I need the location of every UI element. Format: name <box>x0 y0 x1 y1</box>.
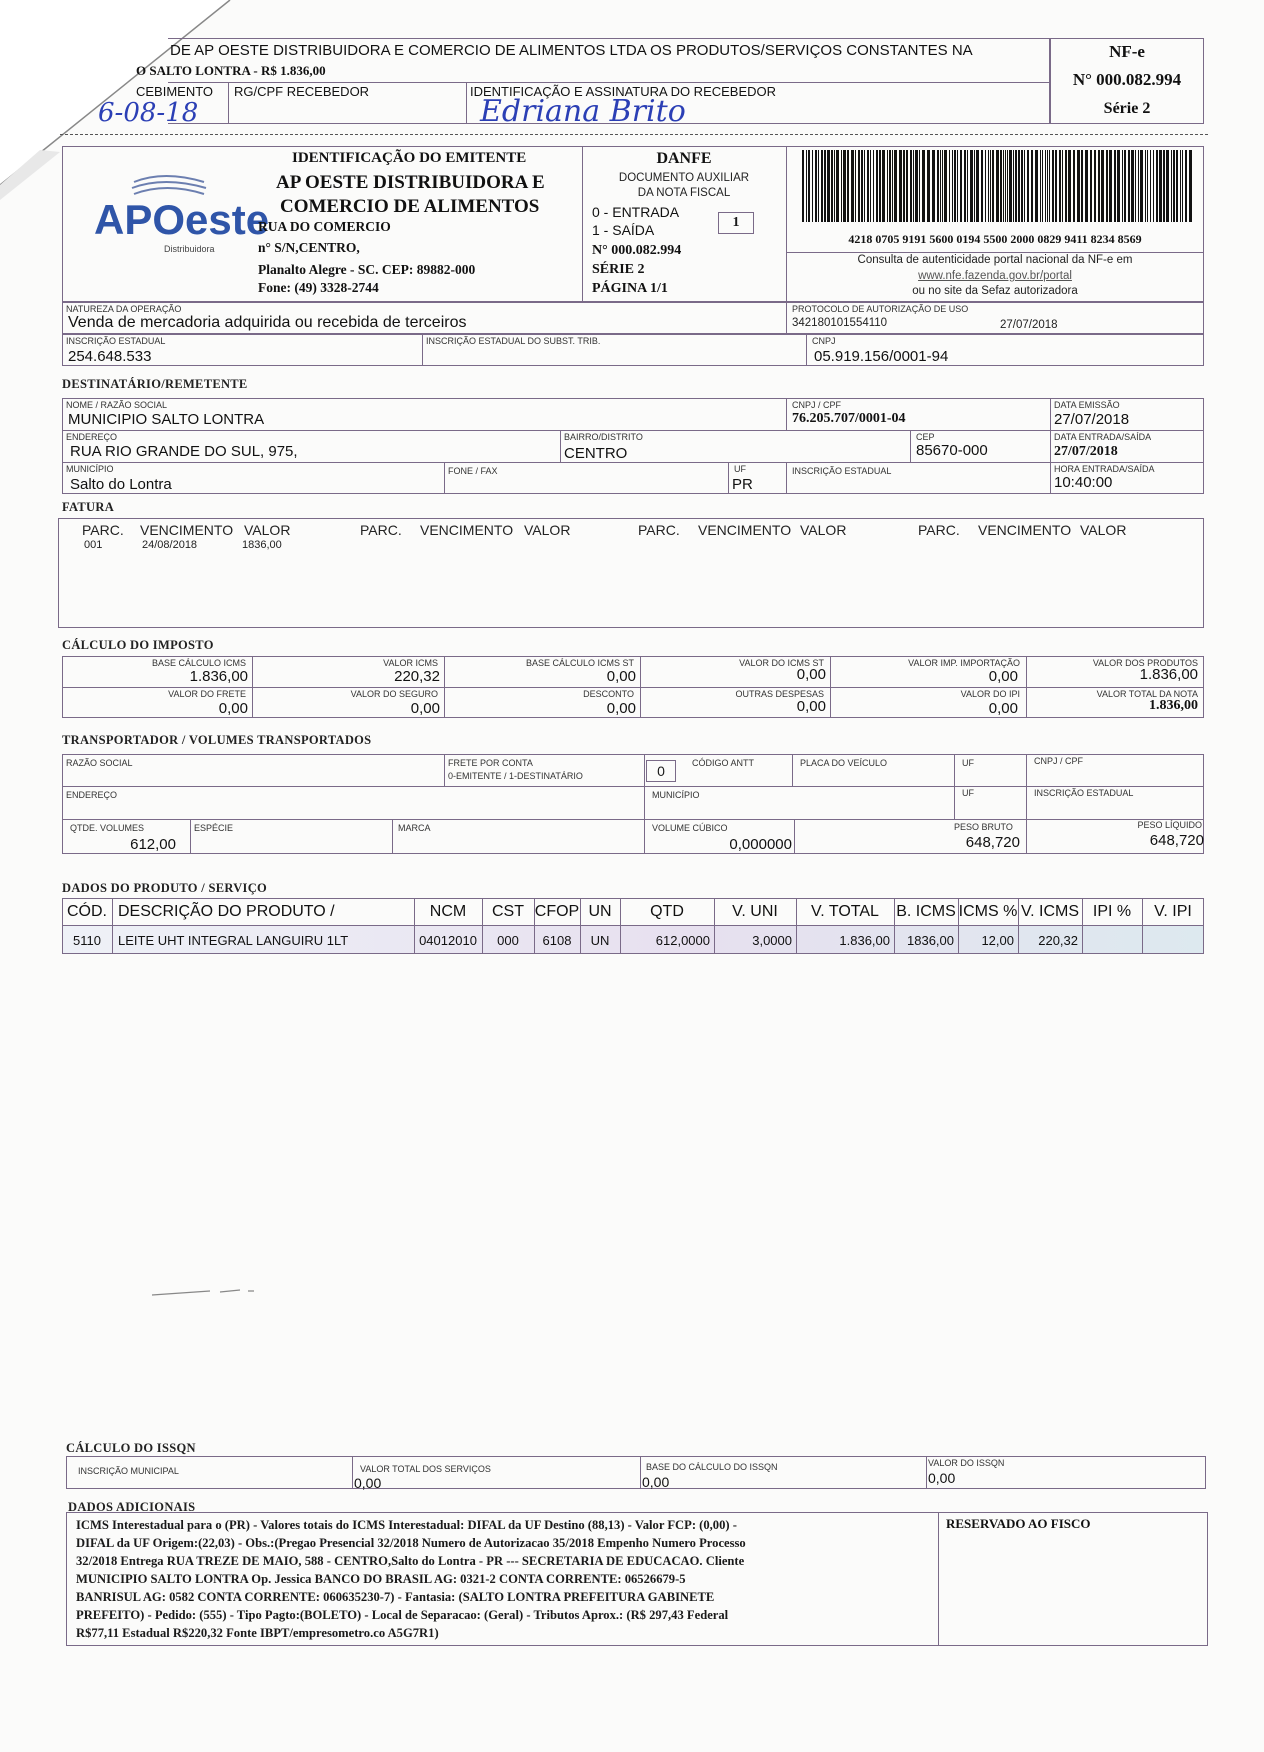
inscricao-box <box>62 334 1204 366</box>
adicionais-line: MUNICIPIO SALTO LONTRA Op. Jessica BANCO DO BRASIL AG: 0321-2 CONTA CORRENTE: 06526679-5 <box>76 1572 686 1586</box>
dest-emissao-label: DATA EMISSÃO <box>1054 400 1120 410</box>
tr-marca-label: MARCA <box>398 823 431 833</box>
tr-especie-label: ESPÉCIE <box>194 823 234 833</box>
imp-outras: 0,00 <box>796 698 826 715</box>
tr-bruto-value: 648,720 <box>965 834 1020 851</box>
tr-liquido-label: PESO LÍQUIDO <box>1137 820 1202 830</box>
dest-ie-label: INSCRIÇÃO ESTADUAL <box>792 466 892 476</box>
fatura-parc-h1: PARC. <box>82 522 124 538</box>
imp-valor-icms: 220,32 <box>394 668 440 685</box>
imp-desconto-label: DESCONTO <box>583 689 634 699</box>
imp-total: 1.836,00 <box>1149 698 1198 713</box>
tr-frete-sub: 0-EMITENTE / 1-DESTINATÁRIO <box>448 771 583 781</box>
issqn-valor-label: VALOR DO ISSQN <box>928 1458 1005 1468</box>
adicionais-line: ICMS Interestadual para o (PR) - Valores totais do ICMS Interestadual: DIFAL da UF Destino (88,13) - Valor FCP: (0,00) - <box>76 1518 737 1532</box>
produtos-header-cell: UN <box>588 903 612 920</box>
cut-line <box>60 134 1208 135</box>
produtos-cell: 3,0000 <box>752 933 792 948</box>
produtos-cell: 5110 <box>73 933 101 948</box>
adicionais-text <box>76 1516 936 1642</box>
fatura-venc-h4: VENCIMENTO <box>978 522 1072 538</box>
imposto-section-label: CÁLCULO DO IMPOSTO <box>62 638 214 652</box>
iest-label: INSCRIÇÃO ESTADUAL DO SUBST. TRIB. <box>426 336 601 346</box>
adicionais-line: R$77,11 Estadual R$220,32 Fonte IBPT/empresometro.co A5G7R1) <box>76 1626 439 1640</box>
canhoto-nfe-title: NF-e <box>1109 42 1145 61</box>
issqn-servicos: 0,00 <box>354 1475 382 1491</box>
canhoto-signature: Edriana Brito <box>480 94 686 129</box>
fatura-venc-h1: VENCIMENTO <box>140 522 234 538</box>
chave-consulta-2[interactable]: www.nfe.fazenda.gov.br/portal <box>918 270 1072 282</box>
dest-bairro-value: CENTRO <box>564 445 628 462</box>
produtos-section-label: DADOS DO PRODUTO / SERVIÇO <box>62 881 268 895</box>
dest-hora-value: 10:40:00 <box>1054 474 1113 491</box>
produtos-cell: 220,32 <box>1038 933 1078 948</box>
fatura-venc-h3: VENCIMENTO <box>698 522 792 538</box>
dest-emissao-value: 27/07/2018 <box>1054 411 1130 428</box>
dest-nome-value: MUNICIPIO SALTO LONTRA <box>68 411 265 428</box>
tr-placa-label: PLACA DO VEÍCULO <box>800 758 888 768</box>
tr-frete-value: 0 <box>646 760 676 782</box>
dest-cep-value: 85670-000 <box>916 442 988 459</box>
produtos-cell: 612,0000 <box>655 933 710 948</box>
issqn-valor: 0,00 <box>928 1470 956 1486</box>
fisco-label: RESERVADO AO FISCO <box>946 1516 1091 1531</box>
protocolo-value: 342180101554110 <box>792 317 888 329</box>
chave-consulta-3: ou no site da Sefaz autorizadora <box>912 285 1078 297</box>
adicionais-line: 32/2018 Entrega RUA TREZE DE MAIO, 588 - CENTRO,Salto do Lontra - PR --- SECRETARIA DE EDUCACAO. Cliente <box>76 1554 745 1568</box>
issqn-base-label: BASE DO CÁLCULO DO ISSQN <box>646 1462 778 1472</box>
emitente-address-2: n° S/N,CENTRO, <box>258 240 360 255</box>
protocolo-label: PROTOCOLO DE AUTORIZAÇÃO DE USO <box>792 304 969 314</box>
tr-uf2-label: UF <box>962 788 974 798</box>
produtos-cell: 1836,00 <box>907 933 954 948</box>
produtos-header-cell: V. ICMS <box>1020 903 1080 920</box>
fatura-parc-h2: PARC. <box>360 522 402 538</box>
imp-base-st: 0,00 <box>606 668 636 685</box>
imp-frete: 0,00 <box>218 700 248 717</box>
tr-municipio-label: MUNICÍPIO <box>652 790 700 800</box>
tr-volume-label: VOLUME CÚBICO <box>652 823 728 833</box>
fatura-parc-h3: PARC. <box>638 522 680 538</box>
chave-consulta-1: Consulta de autenticidade portal nacional da NF-e em <box>857 254 1133 266</box>
canhoto-text-1: DE AP OESTE DISTRIBUIDORA E COMERCIO DE ALIMENTOS LTDA OS PRODUTOS/SERVIÇOS CONSTANTES NA <box>170 42 973 59</box>
tr-volume-value: 0,000000 <box>729 836 792 853</box>
dest-municipio-value: Salto do Lontra <box>70 476 172 493</box>
produtos-header-cell: V. UNI <box>732 903 778 920</box>
imp-importacao: 0,00 <box>988 668 1018 685</box>
produtos-cell: 000 <box>497 933 519 948</box>
dest-uf-label: UF <box>734 464 746 474</box>
danfe-saida: 1 - SAÍDA <box>592 222 655 238</box>
emitente-section-label: IDENTIFICAÇÃO DO EMITENTE <box>292 150 527 166</box>
fatura-section-label: FATURA <box>62 500 115 514</box>
produtos-header-cell: IPI % <box>1092 903 1132 920</box>
dest-cnpj-label: CNPJ / CPF <box>792 400 842 410</box>
chave-key: 4218 0705 9191 5600 0194 5500 2000 0829 9411 8234 8569 <box>848 232 1142 246</box>
produtos-cell: 6108 <box>542 933 572 948</box>
adicionais-line: DIFAL da UF Origem:(22,03) - Obs.:(Pregao Presencial 32/2018 Numero de Autorizacao 35/2018 Empenho Numero Processo <box>76 1536 746 1550</box>
tr-endereco-label: ENDEREÇO <box>66 790 118 800</box>
apoeste-logo <box>94 172 270 264</box>
cnpj-emit-label: CNPJ <box>812 336 836 346</box>
imp-ipi: 0,00 <box>988 700 1018 717</box>
produtos-cell: 04012010 <box>419 933 477 948</box>
dest-uf-value: PR <box>732 476 753 493</box>
produtos-header-cell: V. TOTAL <box>811 903 879 920</box>
adicionais-line: BANRISUL AG: 0582 CONTA CORRENTE: 060635230-7) - Fantasia: (SALTO LONTRA PREFEITURA GABINETE <box>76 1590 715 1604</box>
imp-valor-st: 0,00 <box>796 666 826 683</box>
issqn-base: 0,00 <box>642 1474 670 1490</box>
canhoto-nfe-serie: Série 2 <box>1103 100 1151 117</box>
ie-label: INSCRIÇÃO ESTADUAL <box>66 336 166 346</box>
emitente-address-1: RUA DO COMERCIO <box>258 219 391 234</box>
adicionais-line: PREFEITO) - Pedido: (555) - Tipo Pagto:(BOLETO) - Local de Separacao: (Geral) - Tributos Aprox.: (R$ 297,43 Federal <box>76 1608 729 1622</box>
imp-base-icms: 1.836,00 <box>189 668 248 685</box>
imp-ipi-label: VALOR DO IPI <box>960 689 1020 699</box>
produtos-cell: LEITE UHT INTEGRAL LANGUIRU 1LT <box>118 933 349 948</box>
scan-marks <box>150 1285 260 1301</box>
fatura-valor-h2: VALOR <box>524 522 571 538</box>
natureza-label: NATUREZA DA OPERAÇÃO <box>66 304 182 314</box>
tr-qtde-value: 612,00 <box>130 836 176 853</box>
dest-endereco-label: ENDEREÇO <box>66 432 118 442</box>
tr-qtde-label: QTDE. VOLUMES <box>70 823 145 833</box>
tr-ie-label: INSCRIÇÃO ESTADUAL <box>1034 788 1134 798</box>
dest-cep-label: CEP <box>916 432 935 442</box>
produtos-cell: UN <box>590 933 610 948</box>
fatura-parc-h4: PARC. <box>918 522 960 538</box>
tr-frete-label: FRETE POR CONTA <box>448 758 533 768</box>
fatura-valor-h3: VALOR <box>800 522 847 538</box>
canhoto-sign-label: IDENTIFICAÇÃO E ASSINATURA DO RECEBEDOR <box>470 84 777 99</box>
destinatario-section-label: DESTINATÁRIO/REMETENTE <box>62 377 248 391</box>
canhoto-rg-label: RG/CPF RECEBEDOR <box>234 84 370 99</box>
fatura-valor-value: 1836,00 <box>242 539 282 551</box>
natureza-value: Venda de mercadoria adquirida ou recebida de terceiros <box>68 314 467 331</box>
danfe-title: DANFE <box>656 150 712 167</box>
canhoto-date-label: CEBIMENTO <box>136 84 214 99</box>
produtos-header-cell: CFOP <box>534 903 580 920</box>
produtos-header-cell: V. IPI <box>1154 903 1192 920</box>
issqn-section-label: CÁLCULO DO ISSQN <box>66 1441 196 1455</box>
fatura-parc-value: 001 <box>84 539 103 551</box>
produtos-header-cell: NCM <box>429 903 467 920</box>
issqn-servicos-label: VALOR TOTAL DOS SERVIÇOS <box>360 1464 491 1474</box>
imp-frete-label: VALOR DO FRETE <box>168 689 246 699</box>
emitente-name-1: AP OESTE DISTRIBUIDORA E <box>276 172 545 193</box>
dest-hora-label: HORA ENTRADA/SAÍDA <box>1054 464 1155 474</box>
dest-municipio-label: MUNICÍPIO <box>66 464 114 474</box>
imp-desconto: 0,00 <box>606 700 636 717</box>
dest-fone-label: FONE / FAX <box>448 466 498 476</box>
fatura-valor-h4: VALOR <box>1080 522 1127 538</box>
produtos-header-cell: CÓD. <box>67 903 107 920</box>
dest-cnpj-value: 76.205.707/0001-04 <box>792 411 906 426</box>
imp-importacao-label: VALOR IMP. IMPORTAÇÃO <box>908 658 1020 668</box>
produtos-header-cell: DESCRIÇÃO DO PRODUTO / <box>118 903 335 920</box>
issqn-im-label: INSCRIÇÃO MUNICIPAL <box>78 1466 179 1476</box>
dest-entrada-label: DATA ENTRADA/SAÍDA <box>1054 432 1152 442</box>
canhoto-nfe-number: N° 000.082.994 <box>1072 70 1182 89</box>
produtos-header-cell: ICMS % <box>958 903 1018 920</box>
produtos-cell: 12,00 <box>981 933 1014 948</box>
tr-cnpj-label: CNPJ / CPF <box>1034 756 1084 766</box>
barcode <box>802 150 1192 222</box>
imp-seguro-label: VALOR DO SEGURO <box>350 689 438 699</box>
dest-bairro-label: BAIRRO/DISTRITO <box>564 432 643 442</box>
danfe-sub-1: DOCUMENTO AUXILIAR <box>618 172 750 184</box>
canhoto-date-handwritten: 6-08-18 <box>98 98 199 128</box>
fatura-valor-h1: VALOR <box>244 522 291 538</box>
dest-nome-label: NOME / RAZÃO SOCIAL <box>66 400 168 410</box>
imp-produtos-label: VALOR DOS PRODUTOS <box>1092 658 1198 668</box>
imp-outras-label: OUTRAS DESPESAS <box>735 689 824 699</box>
dest-endereco-value: RUA RIO GRANDE DO SUL, 975, <box>70 443 298 460</box>
danfe-pagina: PÁGINA 1/1 <box>592 281 668 296</box>
danfe-tipo-box: 1 <box>718 212 754 234</box>
fatura-venc-h2: VENCIMENTO <box>420 522 514 538</box>
imp-valor-st-label: VALOR DO ICMS ST <box>739 658 824 668</box>
danfe-serie: SÉRIE 2 <box>592 262 645 277</box>
tr-razao-label: RAZÃO SOCIAL <box>66 758 133 768</box>
imp-total-label: VALOR TOTAL DA NOTA <box>1096 689 1198 699</box>
transportador-section-label: TRANSPORTADOR / VOLUMES TRANSPORTADOS <box>62 733 372 747</box>
emitente-name-2: COMERCIO DE ALIMENTOS <box>280 196 540 217</box>
imp-produtos: 1.836,00 <box>1139 666 1198 683</box>
danfe-entrada: 0 - ENTRADA <box>592 204 680 220</box>
tr-liquido-value: 648,720 <box>1149 832 1204 849</box>
produtos-header-cell: QTD <box>650 903 684 920</box>
issqn-box <box>66 1456 1206 1489</box>
cnpj-emit-value: 05.919.156/0001-94 <box>814 348 949 365</box>
protocolo-date: 27/07/2018 <box>1000 319 1058 331</box>
produtos-cell: 1.836,00 <box>839 933 890 948</box>
danfe-number: N° 000.082.994 <box>592 243 682 258</box>
danfe-sub-2: DA NOTA FISCAL <box>637 187 731 199</box>
tr-antt-label: CÓDIGO ANTT <box>692 758 755 768</box>
adicionais-section-label: DADOS ADICIONAIS <box>68 1500 196 1514</box>
canhoto-text-2: O SALTO LONTRA - R$ 1.836,00 <box>136 63 326 78</box>
dest-entrada-value: 27/07/2018 <box>1054 444 1118 459</box>
imp-base-st-label: BASE CÁLCULO ICMS ST <box>525 658 634 668</box>
emitente-phone: Fone: (49) 3328-2744 <box>258 280 379 295</box>
imp-valor-icms-label: VALOR ICMS <box>383 658 438 668</box>
imp-seguro: 0,00 <box>410 700 440 717</box>
tr-bruto-label: PESO BRUTO <box>954 822 1013 832</box>
imp-base-icms-label: BASE CÁLCULO ICMS <box>151 658 246 668</box>
produtos-header-cell: CST <box>492 903 524 920</box>
ie-value: 254.648.533 <box>68 348 152 365</box>
emitente-address-3: Planalto Alegre - SC. CEP: 89882-000 <box>258 262 476 277</box>
tr-uf-label: UF <box>962 758 974 768</box>
produtos-header-cell: B. ICMS <box>896 903 956 920</box>
fatura-venc-value: 24/08/2018 <box>142 539 198 551</box>
logo-text: APOeste <box>94 196 270 243</box>
logo-sub: Distribuidora <box>164 244 215 254</box>
